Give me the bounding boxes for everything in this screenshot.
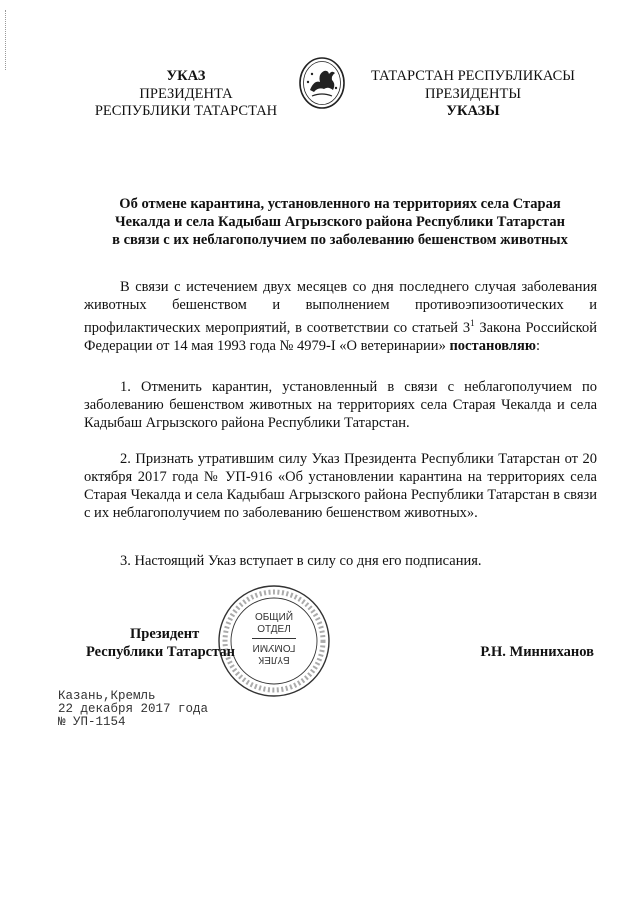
header-left <box>86 68 286 121</box>
item-2 <box>84 450 597 522</box>
signature-position <box>86 625 256 661</box>
header-right <box>360 68 586 121</box>
item-3 <box>84 552 597 570</box>
header-right-line2: ПРЕЗИДЕНТЫ <box>424 85 522 102</box>
stamp-divider <box>252 638 296 639</box>
footer <box>58 690 258 729</box>
item-1-text: 1. Отменить карантин, установленный в связи с неблагополучием по заболеванию бешенством животных на территориях села Старая Чекалда и села Кадыбаш Агрызского района Республики Татарстан. <box>84 379 597 431</box>
header-left-line2: ПРЕЗИДЕНТА <box>139 85 233 102</box>
title-line2: Чекалда и села Кадыбаш Агрызского района Республики Татарстан <box>115 214 565 230</box>
stamp-line4: БҮЛЕК <box>258 654 290 665</box>
item-3-text: 3. Настоящий Указ вступает в силу со дня его подписания. <box>120 553 482 569</box>
margin-dots <box>5 10 8 70</box>
intro-text2: Закона Российской Федерации от 14 мая 1993 года № 4979-I «О ветеринарии» <box>84 319 597 354</box>
item-2-text: 2. Признать утратившим силу Указ Президента Республики Татарстан от 20 октября 2017 года № УП-916 «Об установлении карантина на территориях села Старая Чекалда и села Кадыбаш Агрызского района Республики Татарстан в связи с их неблагополучием по заболеванию бешенством животных». <box>84 451 597 521</box>
intro-text: В связи с истечением двух месяцев со дня последнего случая заболевания животных бешенством и выполнением противоэпизоотических и профилактических мероприятий, в соответствии со статьей 3 <box>84 279 597 336</box>
footer-number: № УП-1154 <box>58 715 126 729</box>
footer-place: Казань,Кремль <box>58 689 156 703</box>
intro-paragraph <box>84 278 597 355</box>
stamp-line2: ОТДЕЛ <box>257 624 291 635</box>
header-left-line3: РЕСПУБЛИКИ ТАТАРСТАН <box>94 103 278 119</box>
title-line3: в связи с их неблагополучием по заболеванию бешенством животных <box>112 232 568 248</box>
stamp-line1: ОБЩИЙ <box>254 612 294 623</box>
stamp-line3: ГОМУМИ <box>252 642 296 653</box>
signature-position-line1: Президент <box>130 626 200 642</box>
intro-bold: постановляю <box>449 337 536 354</box>
signature-position-line2: Республики Татарстан <box>86 644 235 660</box>
intro-end: : <box>536 337 541 354</box>
header-right-line3: УКАЗЫ <box>446 103 500 119</box>
header-right-line1: ТАТАРСТАН РЕСПУБЛИКАСЫ <box>371 68 575 84</box>
header-left-line1: УКАЗ <box>166 68 206 84</box>
footer-date: 22 декабря 2017 года <box>58 702 209 716</box>
coat-of-arms-icon <box>298 56 346 110</box>
item-1 <box>84 378 597 432</box>
intro-sup: 1 <box>470 318 475 328</box>
title-line1: Об отмене карантина, установленного на территориях села Старая <box>119 196 561 212</box>
document-title <box>80 195 600 249</box>
signature-name: Р.Н. Минниханов <box>480 644 594 660</box>
